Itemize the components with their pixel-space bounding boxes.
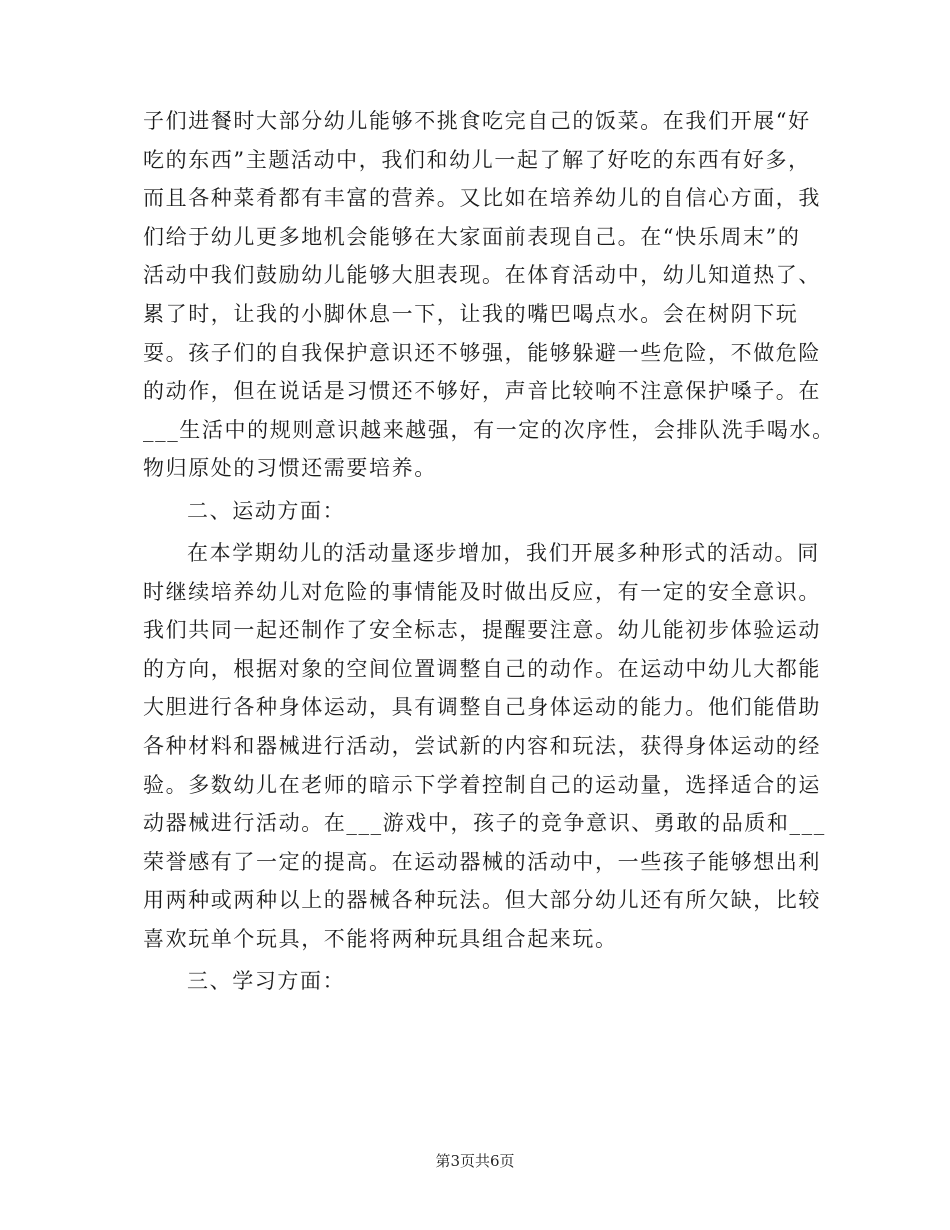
- paragraph-line: 在本学期幼儿的活动量逐步增加，我们开展多种形式的活动。同: [187, 540, 820, 565]
- paragraph-line: 物归原处的习惯还需要培养。: [143, 456, 437, 481]
- paragraph-line: 动器械进行活动。在___游戏中，孩子的竞争意识、勇敢的品质和___: [143, 811, 826, 836]
- paragraph-line: 时继续培养幼儿对危险的事情能及时做出反应，有一定的安全意识。: [143, 579, 821, 604]
- paragraph-line: 用两种或两种以上的器械各种玩法。但大部分幼儿还有所欠缺，比较: [143, 888, 821, 913]
- paragraph-line: 子们进餐时大部分幼儿能够不挑食吃完自己的饭菜。在我们开展“好: [143, 109, 811, 133]
- paragraph-line: 而且各种菜肴都有丰富的营养。又比如在培养幼儿的自信心方面，我: [143, 186, 821, 211]
- paragraph-line: 荣誉感有了一定的提高。在运动器械的活动中，一些孩子能够想出利: [143, 849, 821, 874]
- paragraph-line: 喜欢玩单个玩具，不能将两种玩具组合起来玩。: [143, 926, 618, 951]
- section-heading-learning: 三、学习方面：: [187, 969, 346, 994]
- paragraph-line: 活动中我们鼓励幼儿能够大胆表现。在体育活动中，幼儿知道热了、: [143, 263, 821, 288]
- document-body: [143, 102, 835, 1004]
- paragraph-line: ___生活中的规则意识越来越强，有一定的次序性，会排队洗手喝水。: [143, 417, 835, 442]
- paragraph-line: 的方向，根据对象的空间位置调整自己的动作。在运动中幼儿大都能: [143, 656, 821, 681]
- paragraph-line: 耍。孩子们的自我保护意识还不够强，能够躲避一些危险，不做危险: [143, 340, 821, 365]
- paragraph-line: 验。多数幼儿在老师的暗示下学着控制自己的运动量，选择适合的运: [143, 772, 821, 797]
- paragraph-line: 累了时，让我的小脚休息一下，让我的嘴巴喝点水。会在树阴下玩: [143, 301, 799, 326]
- paragraph-line: 们给于幼儿更多地机会能够在大家面前表现自己。在“快乐周末”的: [143, 224, 801, 249]
- section-heading-sports: 二、运动方面：: [187, 498, 346, 523]
- paragraph-line: 各种材料和器械进行活动，尝试新的内容和玩法，获得身体运动的经: [143, 733, 821, 758]
- paragraph-line: 大胆进行各种身体运动，具有调整自己身体运动的能力。他们能借助: [143, 695, 821, 720]
- paragraph-line: 吃的东西”主题活动中，我们和幼儿一起了解了好吃的东西有好多，: [143, 147, 811, 172]
- page-number: 第3页共6页: [435, 1152, 515, 1170]
- paragraph-line: 我们共同一起还制作了安全标志，提醒要注意。幼儿能初步体验运动: [143, 618, 821, 643]
- paragraph-line: 的动作，但在说话是习惯还不够好，声音比较响不注意保护嗓子。在: [143, 379, 821, 404]
